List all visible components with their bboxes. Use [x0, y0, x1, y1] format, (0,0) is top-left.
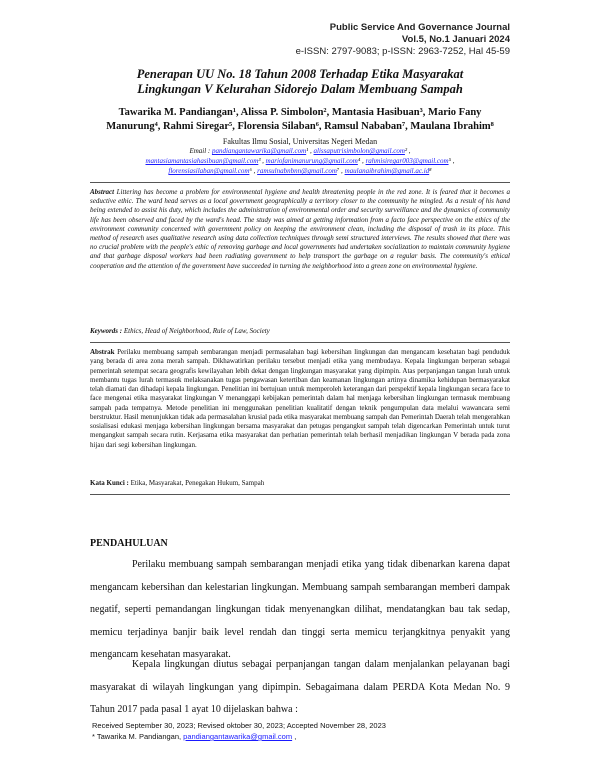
keywords-indonesian	[90, 479, 510, 487]
author-emails	[90, 146, 510, 176]
body-paragraph-1: Perilaku membuang sampah sembarangan menjadi etika yang tidak dibenarkan karena dapat mengancam kebersihan dan kelestarian lingkungan. Membuang sampah sembarangan memberi dampak negatif, seperti pemandangan lingkungan tidak menyenangkan dilihat, mendatangkan bau tak sedap, memicu terjadinya banjir baik level rendah dan tinggi serta memicu terjangkitnya penyakit yang mengancam kesehatan masyarakat.	[90, 559, 510, 660]
journal-name: Public Service And Governance Journal	[329, 22, 510, 33]
email-link-8[interactable]: maulanaibrahim@gmail.ac.id	[344, 167, 430, 175]
section-heading: PENDAHULUAN	[90, 538, 168, 549]
divider-bottom	[90, 494, 510, 495]
email-prefix: Email :	[189, 147, 213, 155]
title-line-1: Penerapan UU No. 18 Tahun 2008 Terhadap Etika Masyarakat	[136, 67, 464, 81]
body-paragraph-2: Kepala lingkungan diutus sebagai perpanjangan tangan dalam menjalankan pelayanan bagi masyarakat di wilayah lingkungan yang dipimpin. Sebagaimana dalam PERDA Kota Medan No. 9 Tahun 2017 pada pasal 1 ayat 10 dijelaskan bahwa :	[90, 659, 510, 715]
journal-header	[296, 22, 510, 58]
keywords-en-label: Keywords :	[90, 327, 123, 335]
paper-title	[90, 67, 510, 97]
author-list	[90, 106, 510, 134]
abstract-id-label: Abstrak	[90, 348, 115, 356]
email-sep-3: ³ ,	[258, 157, 266, 165]
authors-line-1: Tawarika M. Pandiangan¹, Alissa P. Simbolon², Mantasia Hasibuan³, Mario Fany	[118, 107, 482, 118]
keywords-en-text: Ethics, Head of Neighborhood, Rule of Law, Society	[122, 327, 270, 335]
email-link-2[interactable]: alissaputrisimbolon@gmail.com	[313, 147, 405, 155]
abstract-id-text: Perilaku membuang sampah sembarangan menjadi permasalahan bagi kebersihan lingkungan dan mengancam kesehatan bagi penduduk yang berada di area zona merah sampah. Dikhawatirkan perilaku tersebut menjadi etika yang membudaya. Kepala lingkungan berperan sebagai pemerintah setempat secara geografis kewilayahan lebih dekat dengan lingkungan masyarakat yang dipimpin. Atas perpanjangan tangan lurah untuk membantu tugas lurah termasuk melaksanakan tugas pengawasan ketertiban dan keamanan lingkungan artinya dinamika kehidupan bermasyarakat telah diamati dan dihadapi kepala lingkungan. Penelitian ini bertujuan untuk memperoleh keterangan dari perspektif kepala lingkungan secara face to face mengenai etika masyarakat lingkungan V menanggapi kebijakan pemerintah dalam hal menjaga kebersihan lingkungan termasuk membuang sampah pada tempatnya. Metode penelitian ini menggunakan penelitian kualitatif dengan teknik pengumpulan data melalui wawancara semi berstruktur. Hasil menunjukkan tidak ada permasalahan krusial pada etika masyarakat membuang sampah dan Pemerintah Daerah telah mengerahkan sosialisasi edukasi menjaga kebersihan lingkungan bersama masyarakat dan petugas pengangkut sampah telah digencarkan Pemerintah untuk turut mengangkut sampah secara rutin. Kerjasama etika masyarakat dan perhatian pemerintah telah berhasil menjadikan lingkungan V berada pada zona hijau dari segi kebersihan lingkungan.	[90, 348, 510, 449]
keywords-id-text: Etika, Masyarakat, Penegakan Hukum, Sampah	[128, 479, 265, 487]
email-link-7[interactable]: ramsulnabnbnn@gmail.com	[257, 167, 337, 175]
corresponding-author	[92, 731, 386, 742]
corresponding-suffix: ,	[292, 732, 297, 741]
email-link-5[interactable]: rahmisiregar003@gmail.com	[365, 157, 449, 165]
affiliation: Fakultas Ilmu Sosial, Universitas Negeri Medan	[222, 137, 378, 146]
authors-line-2: Manurung⁴, Rahmi Siregar⁵, Florensia Silaban⁶, Ramsul Nababan⁷, Maulana Ibrahim⁸	[106, 121, 494, 132]
email-link-6[interactable]: florensiasilaban@gmail.com	[168, 167, 250, 175]
corresponding-name: * Tawarika M. Pandiangan,	[92, 732, 184, 741]
email-link-3[interactable]: mantasiamantasiahasibuan@gmail.com	[145, 157, 259, 165]
email-sep-1: ¹ ,	[306, 147, 314, 155]
email-sep-4: ⁴ ,	[357, 157, 366, 165]
abstract-en-text: Littering has become a problem for environmental hygiene and health threatening people in the red zone. It is feared that it becomes a seductive ethic. The ward head serves as a local government geographically a territory closer to the community he mingled. As a result of his hand being extended to assist his duty, which includes the administration of environmental order and security surveillance and the dynamics of community life has been observed and faced by the ward's head. The study was aimed at getting information from a facto face perspective on the ethics of the environment community concerned with government policy on keeping the environment clean, including the disposal of trash in its place. This method of research uses qualitative research using data collection techniques through semi structured interviews. The results showed that there was no crucial problem with the people's ethic of removing garbage and local governments had undertaken socialization to maintain community hygiene and that garbage disposal workers had been radiating government to help transport the garbage on a regular basis. The community's ethical cooperation and the attention of the government have succeeded in turning the neighborhood into a green zone on environmental hygiene.	[90, 188, 510, 270]
divider-top	[90, 182, 510, 183]
email-link-1[interactable]: pandiangantawarika@gmail.com	[212, 147, 307, 155]
journal-volume: Vol.5, No.1 Januari 2024	[401, 34, 510, 45]
email-sep-8: ⁸	[429, 167, 432, 175]
abstract-english	[90, 188, 510, 271]
divider-middle	[90, 342, 510, 343]
email-link-4[interactable]: mariofanimanurung@gmail.com	[265, 157, 358, 165]
received-dates: Received September 30, 2023; Revised oktober 30, 2023; Accepted November 28, 2023	[92, 721, 386, 730]
email-sep-7: ⁷ ,	[336, 167, 345, 175]
email-sep-2: ² ,	[404, 147, 411, 155]
journal-issn: e-ISSN: 2797-9083; p-ISSN: 2963-7252, Hal 45-59	[295, 46, 510, 57]
title-line-2: Lingkungan V Kelurahan Sidorejo Dalam Membuang Sampah	[137, 82, 463, 96]
keywords-english	[90, 327, 510, 335]
page-footer	[92, 720, 386, 742]
abstract-indonesian	[90, 348, 510, 450]
email-sep-5: ⁵ ,	[448, 157, 455, 165]
email-sep-6: ⁶ ,	[249, 167, 258, 175]
abstract-en-label: Abstract	[90, 188, 115, 196]
keywords-id-label: Kata Kunci :	[90, 479, 129, 487]
corresponding-email-link[interactable]: pandiangantawarika@gmail.com	[183, 732, 293, 741]
